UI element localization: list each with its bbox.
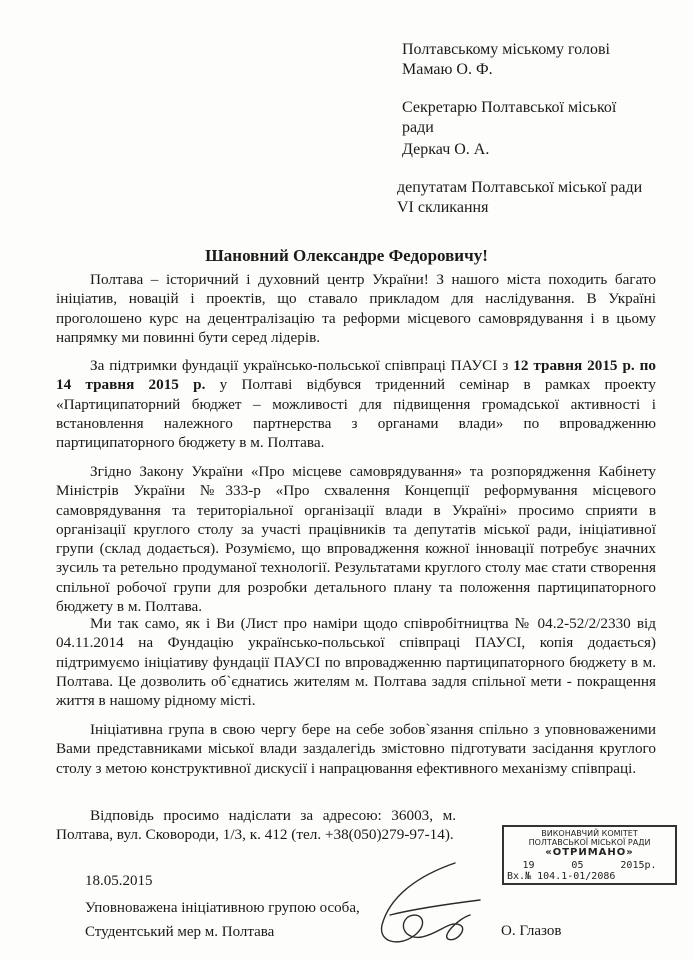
signer-role-2: Студентський мер м. Полтава: [85, 924, 275, 940]
stamp-number: 104.1-01/2086: [537, 871, 616, 882]
letter-date: 18.05.2015: [85, 873, 153, 889]
received-stamp: [502, 825, 677, 885]
stamp-day: 19: [522, 860, 535, 871]
signer-role-1: Уповноважена ініціативною групою особа,: [85, 900, 360, 916]
paragraph-6-text: Відповідь просимо надіслати за адресою: 36003, м. Полтава, вул. Сковороди, 1/3, к. 412 (тел. +38(050)279-97-14).: [56, 807, 456, 844]
stamp-received: «ОТРИМАНО»: [545, 847, 634, 858]
addressee-secretary-name: Деркач О. А.: [402, 141, 490, 158]
stamp-year-suffix: р.: [644, 860, 657, 871]
paragraph-1: [56, 270, 656, 347]
paragraph-4-text: Ми так само, як і Ви (Лист про наміри щодо співробітництва № 04.2-52/2/2330 від 04.11.2014 на Фундацію українсько-польської співпраці ПАУСІ, копія додається) підтримуємо ініціативу фундації ПАУСІ по впровадженню партиципаторного бюджету в м. Полтава. Це дозволить об`єднатись жителям м. Полтава задля спільної мети - покращення життя в нашому рідному місті.: [56, 615, 656, 710]
stamp-date: [504, 861, 675, 870]
addressee-secretary: Секретарю Полтавської міської: [402, 99, 617, 116]
paragraph-2-text-c: у Полтаві відбувся триденний семінар в рамках проекту «Партиципаторний бюджет – можливості для підвищення громадської активності і встановлення належного партнерства з органами влади» по впровадженню партиципаторного бюджету в м. Полтава.: [56, 376, 656, 452]
paragraph-6: [56, 806, 456, 845]
paragraph-4: [56, 614, 656, 710]
stamp-year-value: 15: [632, 860, 645, 871]
addressee-secretary-cont: ради: [402, 119, 434, 136]
paragraph-2-text-a: За підтримки фундації українсько-польської співпраці ПАУСІ з: [90, 357, 514, 374]
stamp-year: [620, 861, 656, 870]
addressee-mayor: Полтавському міському голові: [402, 41, 610, 58]
paragraph-3-text: Згідно Закону України «Про місцеве самоврядування» та розпорядження Кабінету Міністрів України №333-р «Про схвалення Концепції реформування місцевого самоврядування та територіальної організації влади в Україні» просимо сприяти в організації круглого столу за участі працівників та депутатів міської ради, ініціативної групи (склад додається). Розуміємо, що впровадження кожної інновації потребує значних зусиль та ретельно продуманої технології. Результатами круглого столу має стати створення спільної робочої групи для розробки детального плану та положення партиципаторного бюджету в м. Полтава.: [56, 463, 656, 616]
paragraph-5-text: Ініціативна група в свою чергу бере на себе зобов`язання спільно з уповноваженими Вами представниками міської влади заздалегідь змістовно підготувати засідання круглого столу з метою конструктивної дискусії і напрацювання ефективного механізму співпраці.: [56, 721, 656, 777]
handwritten-signature: [360, 855, 500, 955]
paragraph-3: [56, 462, 656, 616]
paragraph-2-dates: 12 травня 2015 р. по 14 травня 2015 р.: [56, 357, 656, 394]
stamp-number-row: [504, 872, 675, 881]
paragraph-2: [56, 356, 656, 452]
stamp-number-label: Вх.№: [507, 871, 532, 882]
addressee-convocation: VI скликання: [397, 199, 489, 216]
addressee-mayor-name: Мамаю О. Ф.: [402, 61, 493, 78]
paragraph-5: [56, 720, 656, 778]
stamp-line-2: ПОЛТАВСЬКОЇ МІСЬКОЇ РАДИ: [528, 838, 651, 847]
salutation: Шановний Олександре Федоровичу!: [205, 246, 488, 265]
stamp-year-prefix: 20: [620, 860, 633, 871]
signer-name: О. Глазов: [501, 923, 562, 939]
stamp-line-1: ВИКОНАВЧИЙ КОМІТЕТ: [541, 829, 638, 838]
stamp-month: 05: [571, 860, 584, 871]
addressee-deputies: депутатам Полтавської міської ради: [397, 179, 643, 196]
paragraph-1-text: Полтава – історичний і духовний центр України! З нашого міста походить багато ініціатив, новацій і проектів, що ставало прикладом для наслідування. В Україні проголошено курс на децентралізацію та реформи місцевого самоврядування і в цьому напрямку ми повинні бути серед лідерів.: [56, 271, 656, 346]
